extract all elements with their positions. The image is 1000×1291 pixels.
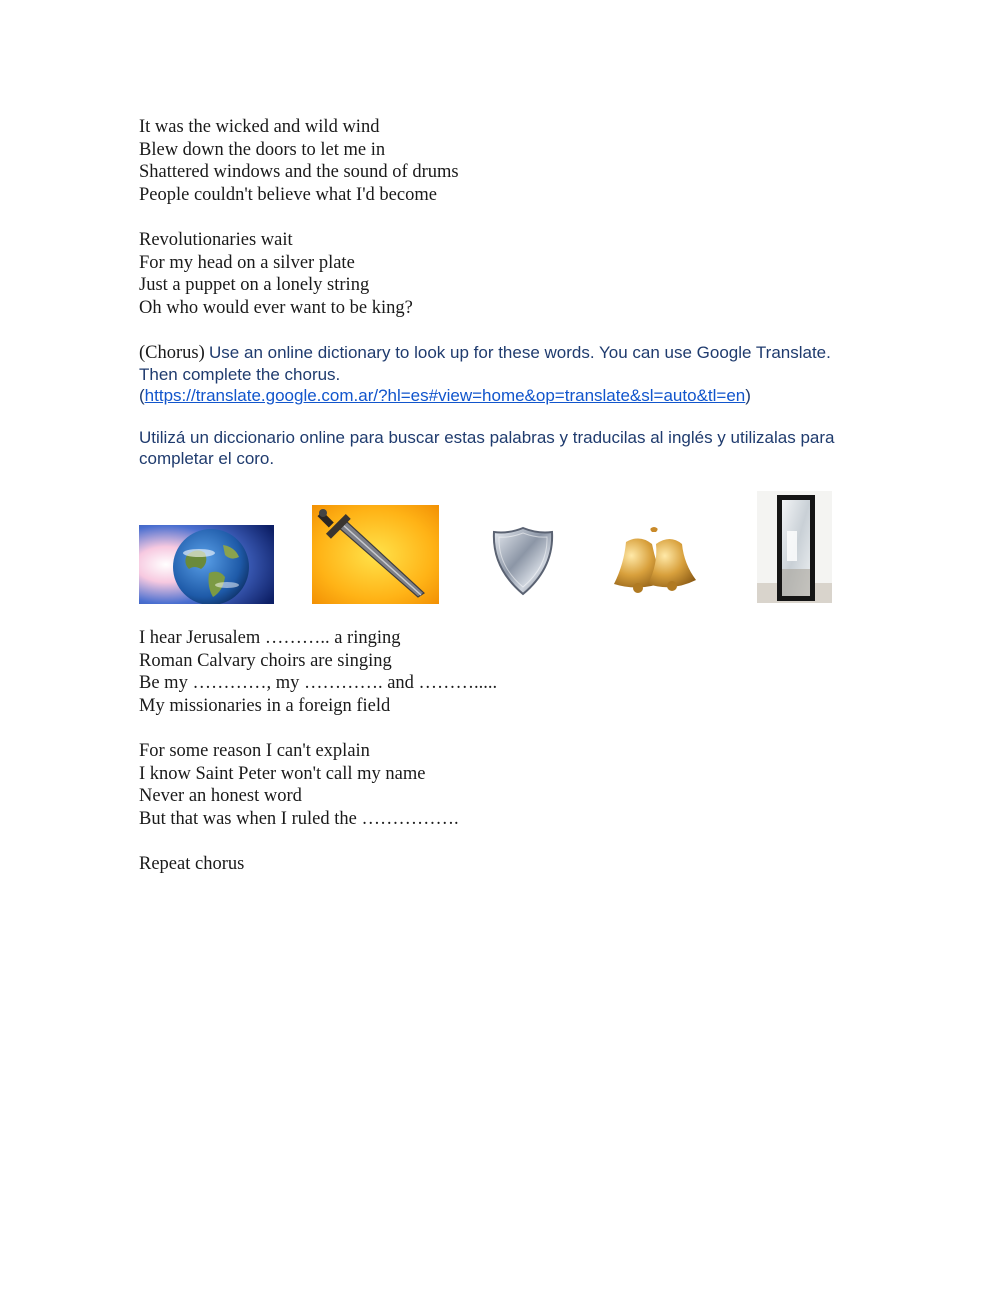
lyric-line: Shattered windows and the sound of drums (139, 162, 459, 183)
lyric-line: People couldn't believe what I'd become (139, 184, 437, 205)
verse-2 (139, 229, 413, 319)
lyric-line: But that was when I ruled the ……………. (139, 808, 459, 829)
chorus-label: (Chorus) (139, 343, 205, 363)
earth-image (139, 525, 274, 604)
lyric-line: Blew down the doors to let me in (139, 139, 386, 160)
lyric-line: It was the wicked and wild wind (139, 117, 380, 137)
link-open-paren: ( (139, 386, 145, 405)
lyric-line: Revolutionaries wait (139, 230, 293, 250)
lyric-line: Oh who would ever want to be king? (139, 297, 413, 318)
lyric-line: For my head on a silver plate (139, 252, 355, 273)
mirror-image (757, 491, 832, 603)
instructions-english (139, 342, 859, 406)
lyric-line: Just a puppet on a lonely string (139, 275, 370, 296)
lyric-line: Never an honest word (139, 786, 302, 807)
bells-image (600, 524, 708, 604)
lyric-line: My missionaries in a foreign field (139, 695, 391, 716)
instruction-text: Use an online dictionary to look up for these words. You can use Google Translate. Then complete the chorus. (139, 343, 831, 384)
link-close-paren: ) (745, 386, 751, 405)
repeat-chorus-note: Repeat chorus (139, 854, 245, 874)
lyric-line: I hear Jerusalem ……….. a ringing (139, 628, 401, 648)
shield-image (490, 524, 556, 598)
verse-3 (139, 740, 459, 830)
lyric-line: For some reason I can't explain (139, 741, 370, 761)
chorus-lyrics (139, 627, 497, 717)
sword-image (312, 505, 439, 604)
lyric-line: I know Saint Peter won't call my name (139, 763, 426, 784)
google-translate-link[interactable]: https://translate.google.com.ar/?hl=es#view=home&op=translate&sl=auto&tl=en (144, 386, 746, 405)
lyric-line: Roman Calvary choirs are singing (139, 650, 392, 671)
lyric-line: Be my …………, my …………. and ………..... (139, 673, 498, 694)
verse-1 (139, 116, 459, 206)
instructions-spanish: Utilizá un diccionario online para buscar estas palabras y traducilas al inglés y utilizalas para completar el coro. (139, 428, 835, 468)
